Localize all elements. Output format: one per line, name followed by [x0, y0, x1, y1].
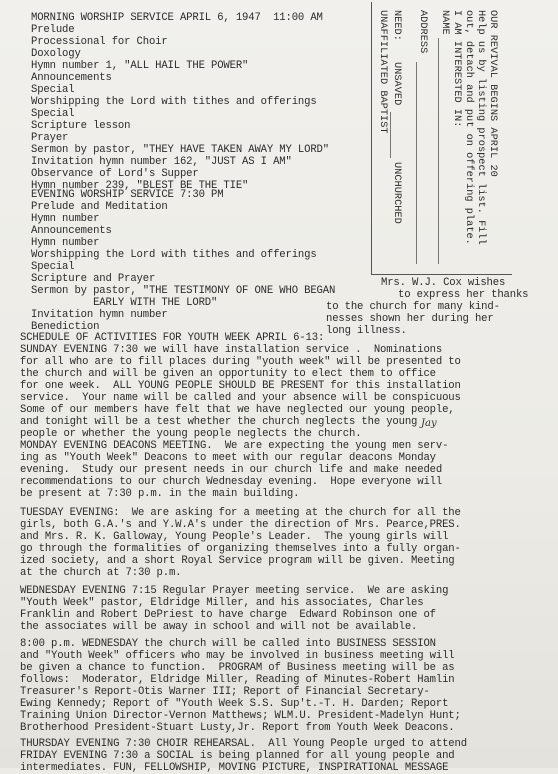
program-line: Worshipping the Lord with tithes and offerings — [31, 249, 317, 261]
paragraph-line: service. Your name will be called and your absence will be conspicuous — [20, 392, 461, 404]
evening-service-program — [31, 189, 335, 333]
paragraph-line: SUNDAY EVENING 7:30 we will have installation service . Nominations — [20, 344, 443, 356]
paragraph-line: WEDNESDAY EVENING 7:15 Regular Prayer meeting service. We are asking — [20, 585, 449, 597]
card-instructions: Help us by listing prospect list. Fill — [475, 10, 487, 245]
paragraph-line: Some of our members have felt that we have neglected our young people, — [20, 404, 455, 416]
program-line: Special — [31, 84, 75, 96]
program-line: Announcements — [31, 72, 112, 84]
thanks-line: to the church for many kind- — [326, 301, 500, 313]
business-session-section — [20, 638, 461, 734]
paragraph-line: and tonight will be a test whether the church neglects the young — [20, 416, 418, 428]
paragraph-line: at the church at 7:30 p.m. — [20, 567, 182, 579]
program-line: Scripture lesson — [31, 120, 131, 132]
program-line: Doxology — [31, 48, 81, 60]
paragraph-line: and Mrs. R. K. Galloway, Young People's Leader. The young girls will — [20, 531, 449, 543]
card-address-line — [416, 62, 417, 264]
card-name-line — [438, 38, 439, 264]
program-line: Sermon by pastor, "THEY HAVE TAKEN AWAY MY LORD" — [31, 144, 329, 156]
paragraph-line: Training Union Director-Vernon Matthews; WLM.U. President-Madelyn Hunt; — [20, 710, 461, 722]
morning-heading: MORNING WORSHIP SERVICE APRIL 6, 1947 11:00 AM — [31, 12, 323, 24]
paragraph-line: Brotherhood President-Stuart Lusty,Jr. Report from Youth Week Deacons. — [20, 722, 455, 734]
program-line: Hymn number — [31, 237, 100, 249]
paragraph-line: the church and will be given an opportunity to elect them to office — [20, 368, 436, 380]
card-need-label: NEED: — [391, 10, 403, 41]
paragraph-line: girls, both G.A.'s and Y.W.A's under the direction of Mrs. Pearce,PRES. — [20, 519, 461, 531]
thanks-line: nesses shown her during her — [326, 313, 494, 325]
program-line: Hymn number 1, "ALL HAIL THE POWER" — [31, 60, 249, 72]
paragraph-line: "Youth Week" pastor, Eldridge Miller, and his associates, Charles — [20, 597, 424, 609]
paragraph-line: for one week. ALL YOUNG PEOPLE SHOULD BE PRESENT for this installation — [20, 380, 461, 392]
paragraph-line: MONDAY EVENING DEACONS MEETING. We are expecting the young men serv- — [20, 440, 449, 452]
paragraph-line: the associates will be away in school and will not be available. — [20, 621, 418, 633]
program-line: Prelude and Meditation — [31, 201, 168, 213]
program-line: Observance of Lord's Supper — [31, 168, 199, 180]
program-line: Special — [31, 108, 75, 120]
card-interest-label: I AM INTERESTED IN: — [451, 10, 463, 128]
card-unsaved-line — [390, 112, 391, 158]
program-line: Worshipping the Lord with tithes and offerings — [31, 96, 317, 108]
card-address-label: ADDRESS — [417, 10, 429, 54]
paragraph-line: and "Youth Week" officers who may be involved in business meeting will — [20, 650, 455, 662]
paragraph-line: FRIDAY EVENING 7:30 a SOCIAL is being planned for all young people and — [20, 750, 455, 762]
program-line: Hymn number — [31, 213, 100, 225]
card-instructions: out, detach and put on offering plate. — [463, 10, 475, 245]
paragraph-line: recommendations to our church Wednesday evening. Hope everyone will — [20, 476, 443, 488]
paragraph-line: be present at 7:30 p.m. in the main building. — [20, 488, 300, 500]
paragraph-line: people or whether the young people neglects the church. — [20, 428, 362, 440]
paragraph-line: TUESDAY EVENING: We are asking for a meeting at the church for all the — [20, 507, 461, 519]
paragraph-line: 8:00 p.m. WEDNESDAY the church will be called into BUSINESS SESSION — [20, 638, 436, 650]
paragraph-line: ized society, and a short Royal Service program will be given. Meeting — [20, 555, 455, 567]
paragraph-line: Franklin and Robert DePriest to have charge Edward Robinson one of — [20, 609, 436, 621]
program-line: Sermon by pastor, "THE TESTIMONY OF ONE WHO BEGAN — [31, 285, 336, 297]
card-unsaved-label: UNSAVED — [391, 62, 403, 106]
paragraph-line: Treasurer's Report-Otis Warner III; Report of Financial Secretary- — [20, 686, 430, 698]
paragraph-line: go through the formalities of organizing themselves into a fully organ- — [20, 543, 461, 555]
paragraph-line: ing as "Youth Week" Deacons to meet with our regular deacons Monday — [20, 452, 436, 464]
paragraph-line: for all who are to fill places during "youth week" will be presented to — [20, 356, 461, 368]
card-rotated-text — [372, 2, 512, 274]
sunday-evening-section — [20, 344, 461, 440]
paragraph-line: intermediates. FUN, FELLOWSHIP, MOVING PICTURE, INSPIRATIONAL MESSAGE — [20, 762, 449, 774]
card-unaffiliated-label: UNAFFILIATED BAPTIST — [377, 10, 389, 134]
schedule-heading: SCHEDULE OF ACTIVITIES FOR YOUTH WEEK APRIL 6-13: — [20, 332, 325, 344]
program-line: Prayer — [31, 132, 69, 144]
card-title: OUR REVIVAL BEGINS APRIL 20 — [487, 10, 499, 177]
evening-heading: EVENING WORSHIP SERVICE 7:30 PM — [31, 189, 224, 201]
thursday-friday-section — [20, 738, 467, 774]
thanks-line: Mrs. W.J. Cox wishes — [381, 277, 506, 289]
program-line: Invitation hymn number — [31, 309, 168, 321]
program-line: Hymn number 239, "BLEST BE THE TIE" — [31, 180, 249, 192]
tuesday-evening-section — [20, 507, 461, 579]
paragraph-line: follows: Moderator, Eldridge Miller, Reading of Minutes-Robert Hamlin — [20, 674, 455, 686]
program-line: Invitation hymn number 162, "JUST AS I AM" — [31, 156, 292, 168]
program-line: Benediction — [31, 321, 100, 333]
monday-deacons-section — [20, 440, 448, 500]
program-line: Special — [31, 261, 75, 273]
paragraph-line: THURSDAY EVENING 7:30 CHOIR REHEARSAL. All Young People urged to attend — [20, 738, 467, 750]
card-name-label: NAME — [439, 10, 451, 35]
wednesday-prayer-section — [20, 585, 448, 633]
thanks-line: long illness. — [326, 325, 407, 337]
program-line: Scripture and Prayer — [31, 273, 156, 285]
paragraph-line: evening. Study our present needs in our church life and make needed — [20, 464, 443, 476]
program-line: EARLY WITH THE LORD" — [31, 297, 218, 309]
paragraph-line: Ewing Kennedy; Report of "Youth Week S.S. Sup't.-T. H. Darden; Report — [20, 698, 449, 710]
revival-prospect-card — [371, 2, 512, 275]
thanks-line: to express her thanks — [398, 289, 529, 301]
handwritten-signature: Jay — [421, 418, 437, 429]
paragraph-line: be given a chance to function. PROGRAM of Business meeting will be as — [20, 662, 455, 674]
card-unchurched-label: UNCHURCHED — [391, 162, 403, 224]
program-line: Processional for Choir — [31, 36, 168, 48]
program-line: Prelude — [31, 24, 75, 36]
morning-service-program — [31, 12, 329, 192]
program-line: Announcements — [31, 225, 112, 237]
